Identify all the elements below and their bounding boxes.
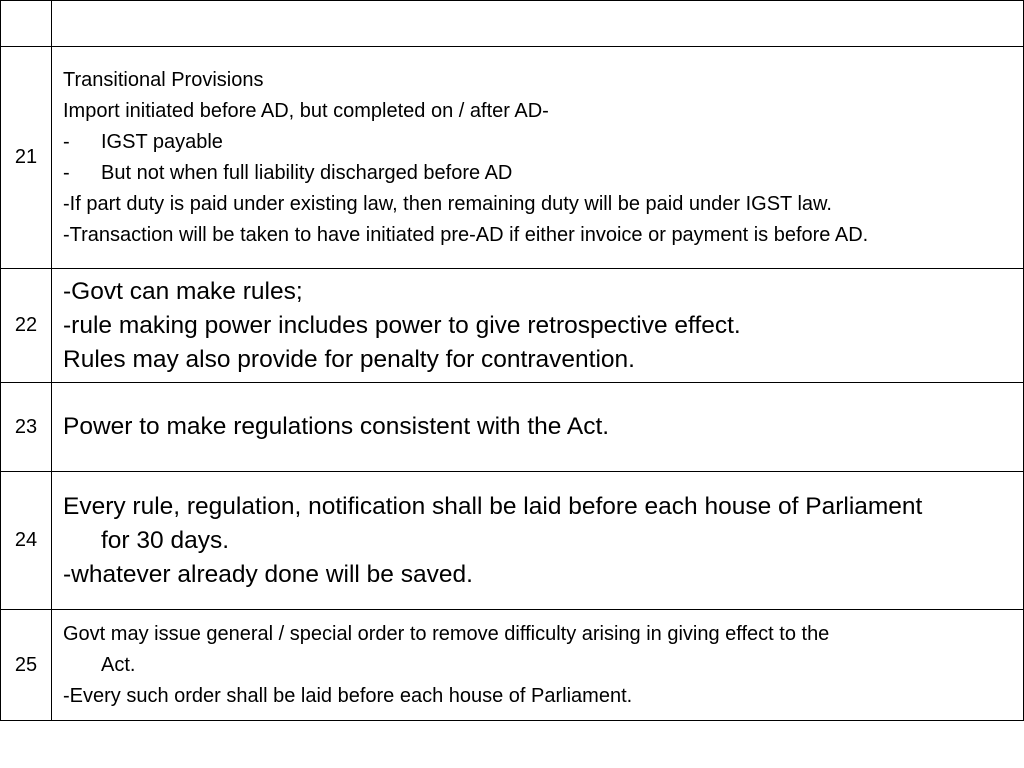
row-number: 25 bbox=[1, 610, 52, 721]
row-content bbox=[52, 610, 1024, 721]
content-line: Power to make regulations consistent with the Act. bbox=[63, 413, 610, 440]
content-line: -Transaction will be taken to have initiated pre-AD if either invoice or payment is before AD. bbox=[63, 223, 869, 246]
table-row bbox=[1, 383, 1024, 472]
bullet-dash: - bbox=[63, 161, 70, 184]
content-line: -Govt can make rules; bbox=[63, 277, 303, 305]
bullet-line bbox=[63, 127, 1019, 158]
row-number: 23 bbox=[1, 383, 52, 472]
table-row bbox=[1, 472, 1024, 610]
content-line bbox=[63, 650, 1019, 681]
row-number: 21 bbox=[1, 47, 52, 269]
table-row bbox=[1, 47, 1024, 269]
row-content bbox=[52, 47, 1024, 269]
content-line-continued: for 30 days. bbox=[101, 526, 230, 554]
content-line: Transitional Provisions bbox=[63, 68, 264, 91]
content-line: -Every such order shall be laid before each house of Parliament. bbox=[63, 684, 633, 707]
bullet-line bbox=[63, 158, 1019, 189]
row-number: 22 bbox=[1, 269, 52, 383]
row-content bbox=[52, 383, 1024, 472]
row-content bbox=[52, 1, 1024, 47]
bullet-dash: - bbox=[63, 130, 70, 153]
content-line: -rule making power includes power to give retrospective effect. bbox=[63, 311, 741, 339]
content-line bbox=[63, 524, 1019, 558]
content-line: IGST payable bbox=[101, 130, 223, 153]
row-content bbox=[52, 472, 1024, 610]
content-line: But not when full liability discharged before AD bbox=[101, 161, 513, 184]
table-row bbox=[1, 610, 1024, 721]
row-content bbox=[52, 269, 1024, 383]
content-line: Rules may also provide for penalty for contravention. bbox=[63, 345, 635, 373]
row-number: 24 bbox=[1, 472, 52, 610]
content-line: -If part duty is paid under existing law, then remaining duty will be paid under IGST law. bbox=[63, 192, 832, 215]
table-header-row bbox=[1, 1, 1024, 47]
content-line: Every rule, regulation, notification shall be laid before each house of Parliament bbox=[63, 492, 923, 520]
content-line-continued: Act. bbox=[101, 653, 136, 676]
content-line: Govt may issue general / special order to remove difficulty arising in giving effect to the bbox=[63, 622, 830, 645]
content-line: Import initiated before AD, but completed on / after AD- bbox=[63, 99, 549, 122]
table-row bbox=[1, 269, 1024, 383]
content-line: -whatever already done will be saved. bbox=[63, 560, 473, 588]
row-number bbox=[1, 1, 52, 47]
